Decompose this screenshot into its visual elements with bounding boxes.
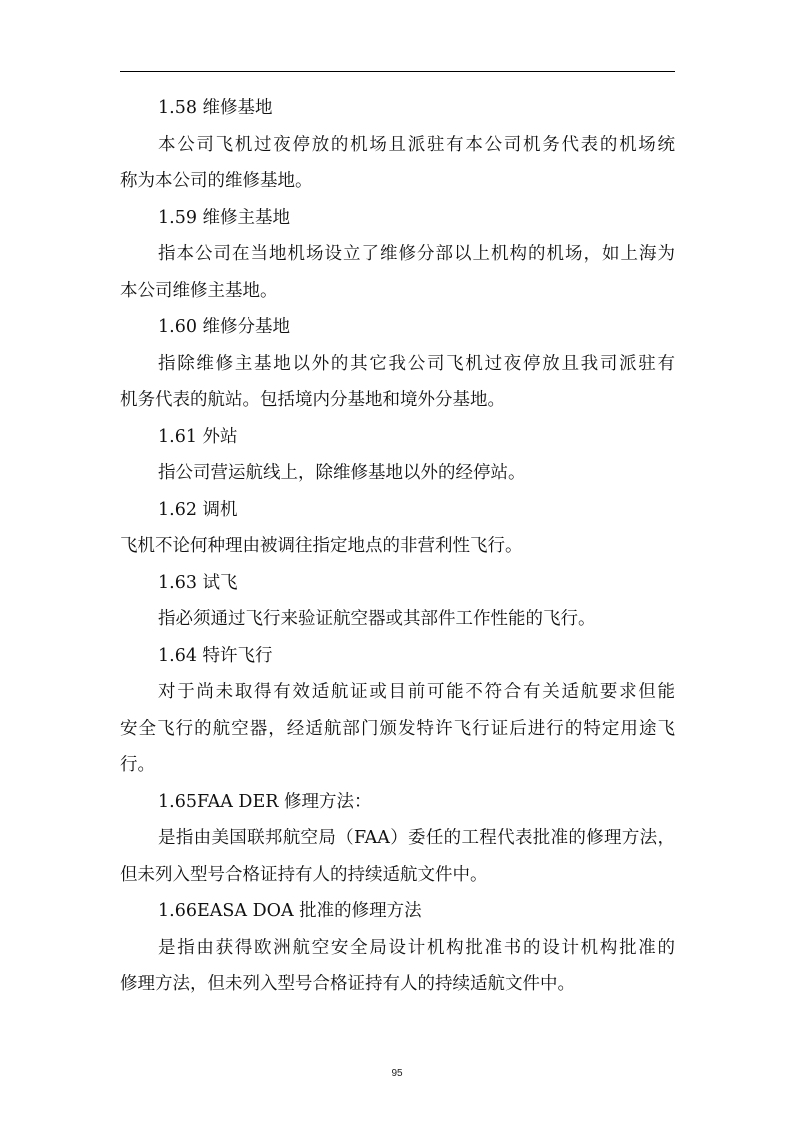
paragraph-line: 对于尚未取得有效适航证或目前可能不符合有关适航要求但能 [158, 682, 675, 702]
paragraph-line: 机务代表的航站。包括境内分基地和境外分基地。 [120, 390, 505, 410]
paragraph-line: 修理方法，但未列入型号合格证持有人的持续适航文件中。 [120, 974, 575, 994]
section-heading: 1.63 试飞 [158, 572, 238, 593]
paragraph-line: 行。 [120, 755, 155, 775]
paragraph-line: 指本公司在当地机场设立了维修分部以上机构的机场，如上海为 [158, 244, 675, 264]
paragraph-line: 是指由获得欧洲航空安全局设计机构批准书的设计机构批准的 [158, 937, 675, 958]
section-heading: 1.62 调机 [158, 499, 238, 520]
section-heading: 1.64 特许飞行 [158, 645, 273, 666]
page-number: 95 [391, 1068, 403, 1079]
paragraph-line: 安全飞行的航空器，经适航部门颁发特许飞行证后进行的特定用途飞 [120, 718, 675, 739]
paragraph-line: 本公司维修主基地。 [120, 280, 278, 301]
section-heading: 1.58 维修基地 [158, 98, 273, 118]
paragraph-line: 是指由美国联邦航空局（FAA）委任的工程代表批准的修理方法， [158, 828, 675, 848]
header-rule [120, 71, 675, 72]
paragraph-line: 称为本公司的维修基地。 [120, 171, 313, 191]
section-heading: 1.65FAA DER 修理方法： [158, 791, 372, 812]
section-heading: 1.66EASA DOA 批准的修理方法 [158, 901, 422, 921]
document-body [120, 90, 675, 1003]
section-heading: 1.60 维修分基地 [158, 317, 291, 337]
paragraph-line: 但未列入型号合格证持有人的持续适航文件中。 [120, 864, 488, 885]
section-heading: 1.59 维修主基地 [158, 207, 291, 228]
paragraph-line: 指必须通过飞行来验证航空器或其部件工作性能的飞行。 [158, 609, 596, 629]
paragraph-line: 指除维修主基地以外的其它我公司飞机过夜停放且我司派驻有 [158, 353, 675, 374]
paragraph-line: 飞机不论何种理由被调往指定地点的非营利性飞行。 [120, 536, 523, 556]
paragraph-line: 本公司飞机过夜停放的机场且派驻有本公司机务代表的机场统 [158, 134, 675, 155]
section-heading: 1.61 外站 [158, 426, 238, 447]
paragraph-line: 指公司营运航线上，除维修基地以外的经停站。 [158, 463, 526, 483]
